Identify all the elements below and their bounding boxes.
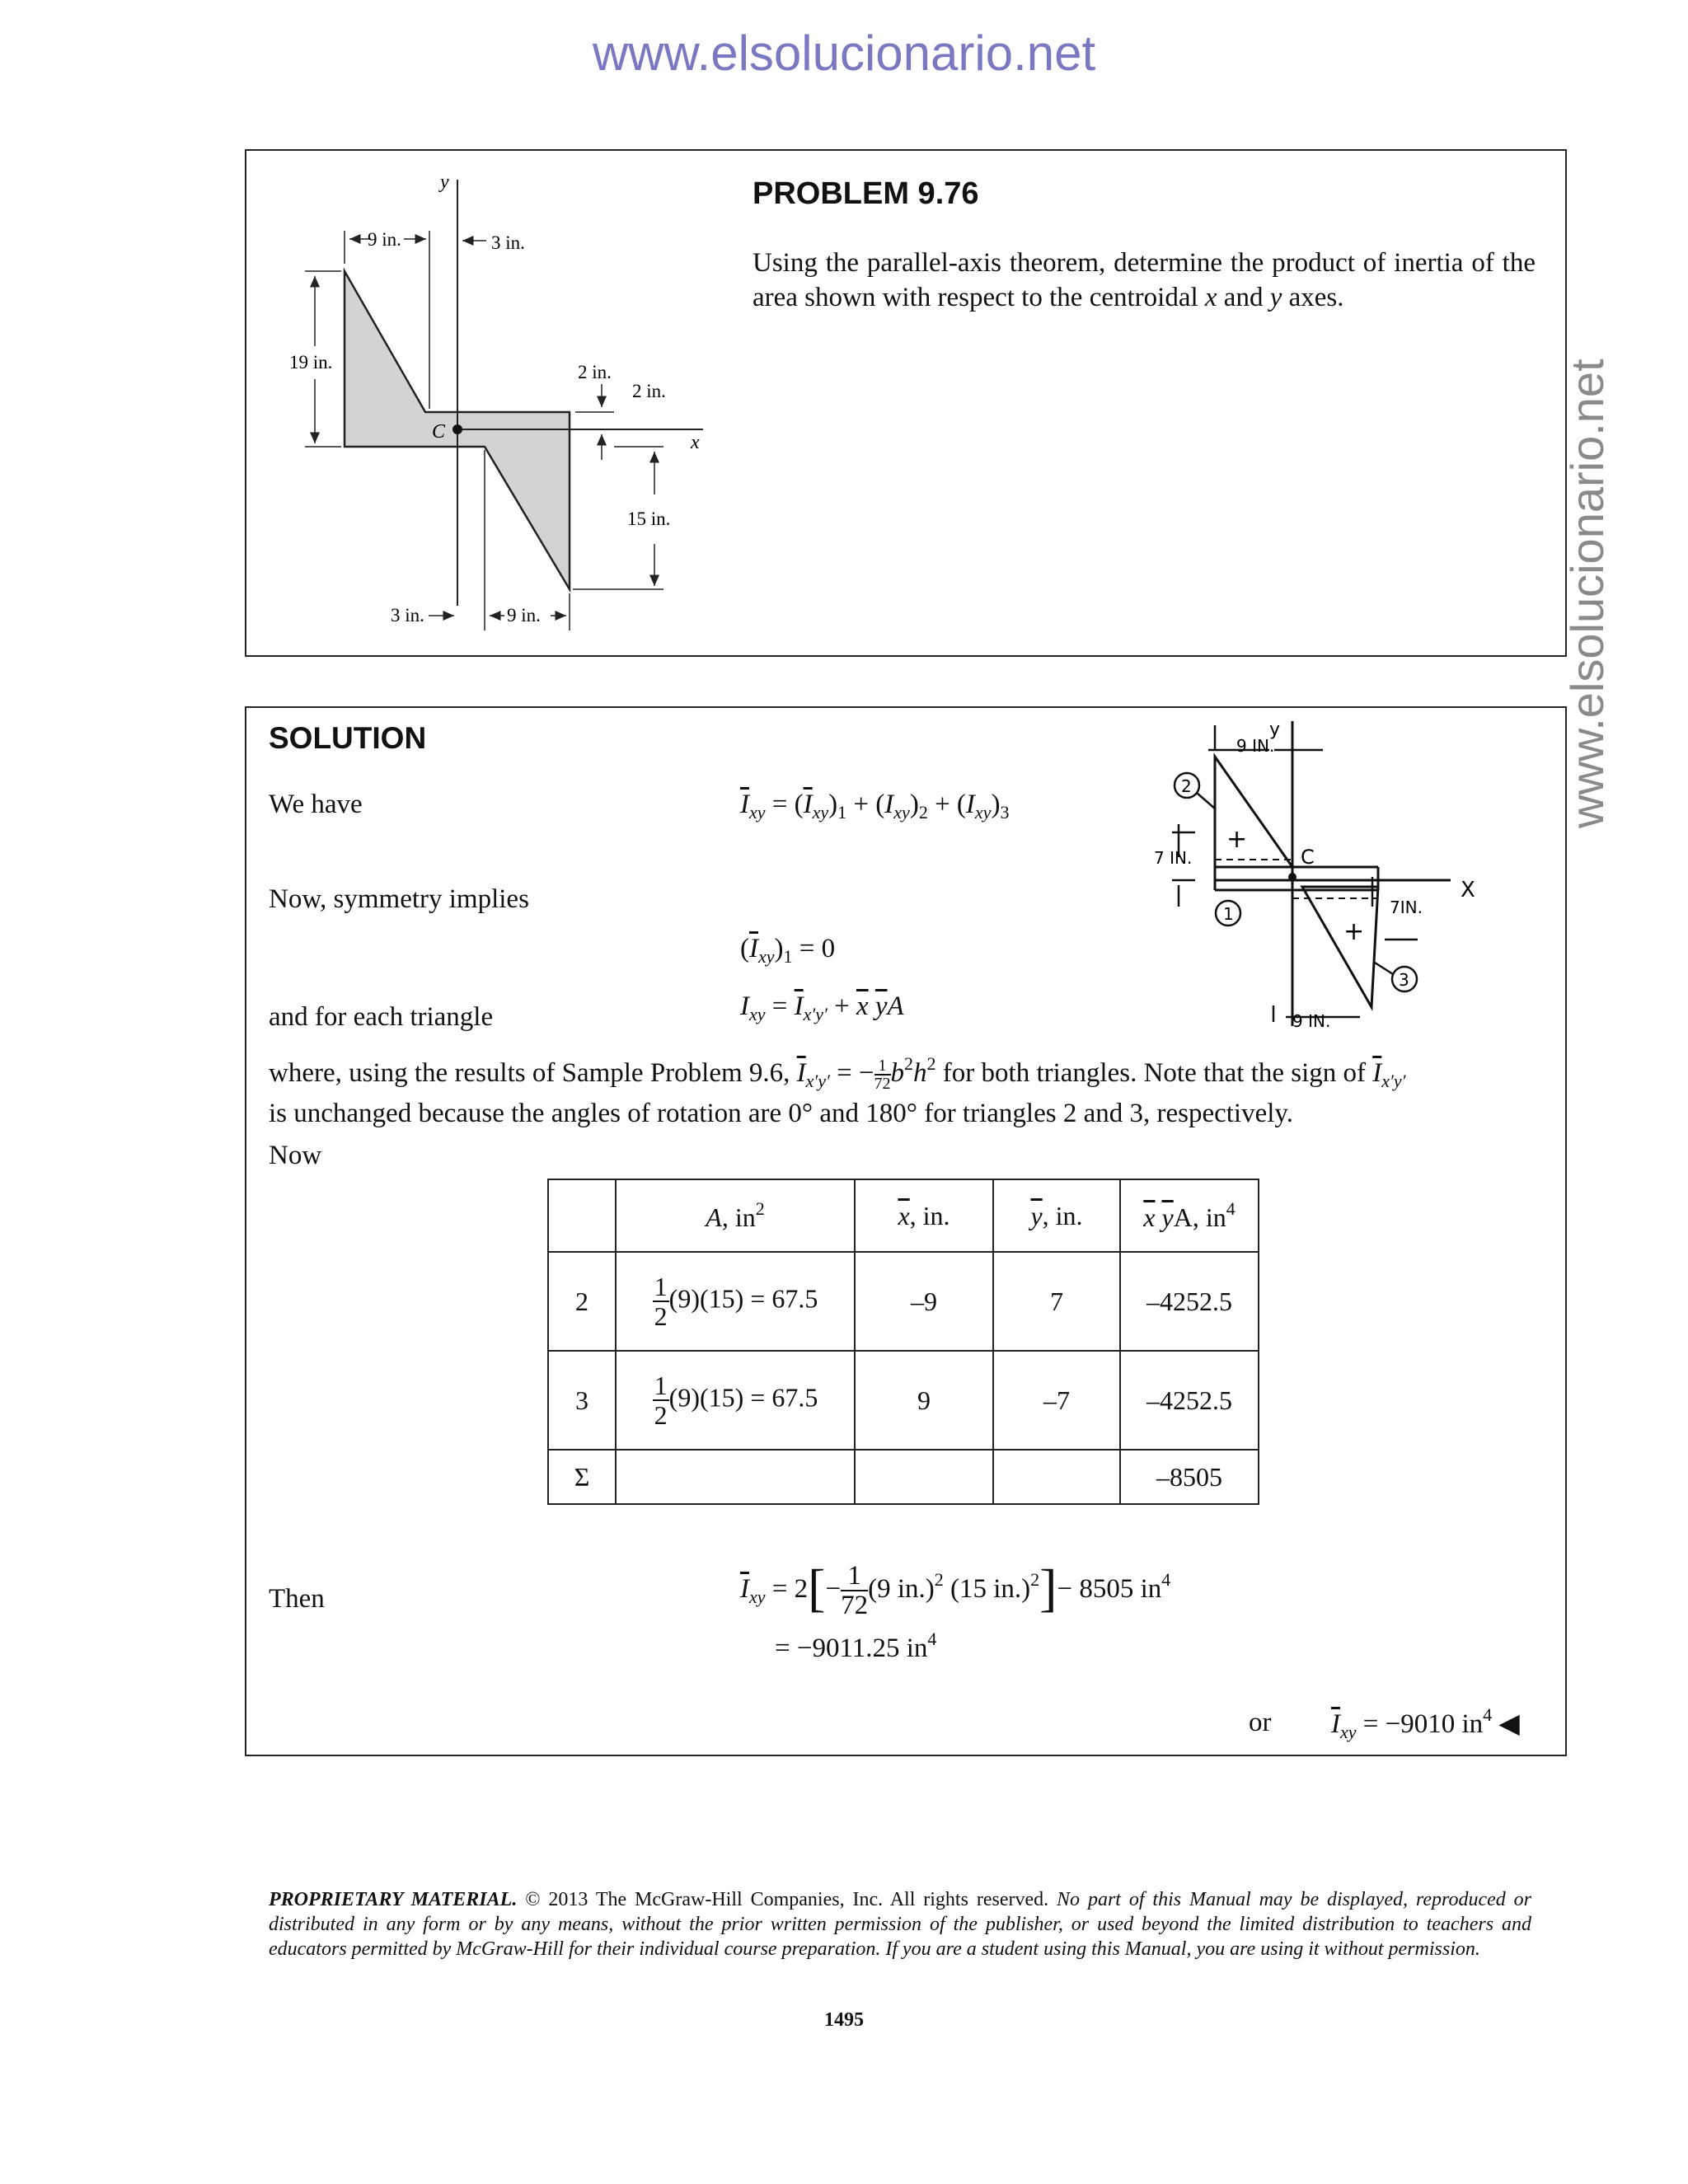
sketch-circle-1: 1 bbox=[1223, 904, 1234, 924]
eq-sum-products: $\overline{I}_{xy} = (\overline{I}_{xy})_1 + (I_{xy})_2 + (I_{xy})_3$ bbox=[740, 790, 1010, 823]
solution-sketch bbox=[1146, 715, 1492, 1037]
sketch-circle-3: 3 bbox=[1399, 970, 1409, 990]
now-label: Now bbox=[269, 1141, 322, 1170]
header-area: A, $in^2$ bbox=[616, 1179, 855, 1252]
row-ybar: 7 bbox=[993, 1252, 1120, 1351]
dim-9-top: 9 in. bbox=[368, 229, 401, 250]
dim-3-bottom: 3 in. bbox=[391, 605, 424, 626]
row-area: $\frac{1}{2}$ (9)(15) = 67.5 bbox=[616, 1252, 855, 1351]
fig-y-label: y bbox=[440, 171, 449, 193]
problem-figure bbox=[272, 165, 734, 643]
row-id: 2 bbox=[548, 1252, 616, 1351]
sketch-dim-9-bottom: 9 IN. bbox=[1292, 1011, 1331, 1031]
sketch-y-label: y bbox=[1269, 719, 1281, 740]
sketch-dim-7-left: 7 IN. bbox=[1154, 848, 1193, 868]
problem-statement: Using the parallel-axis theorem, determine the product of inertia of the area shown with respect to the centroidal x and y axes. bbox=[753, 248, 1536, 312]
eq-parallel-axis: $I_{xy} = \overline{I}_{x'y'} + \overline{x}$ $\overline{y}A$ bbox=[740, 991, 904, 1024]
sketch-x-label: X bbox=[1461, 878, 1475, 902]
table-header-row bbox=[548, 1179, 1259, 1252]
row-id: 3 bbox=[548, 1351, 616, 1450]
row-xbar: 9 bbox=[855, 1351, 993, 1450]
sum-blank-2 bbox=[855, 1450, 993, 1504]
fig-x-label: x bbox=[691, 432, 700, 453]
sum-blank-1 bbox=[616, 1450, 855, 1504]
header-blank bbox=[548, 1179, 616, 1252]
problem-title: PROBLEM 9.76 bbox=[753, 176, 979, 211]
watermark-top: www.elsolucionario.net bbox=[592, 26, 1096, 81]
page-number: 1495 bbox=[824, 2009, 864, 2031]
table-row bbox=[548, 1351, 1259, 1450]
now-symmetry-label: Now, symmetry implies bbox=[269, 884, 529, 914]
table-sum-row bbox=[548, 1450, 1259, 1504]
dim-19: 19 in. bbox=[289, 352, 333, 373]
row-ybar: –7 bbox=[993, 1351, 1120, 1450]
solution-title: SOLUTION bbox=[269, 721, 427, 755]
header-product: $\overline{x}$ $\overline{y}A$, $in^4$ bbox=[1120, 1179, 1259, 1252]
fig-c-label: C bbox=[432, 421, 446, 443]
then-label: Then bbox=[269, 1584, 325, 1614]
eq-result: = −9011.25 $in^4$ bbox=[775, 1629, 937, 1663]
header-ybar: $\overline{y}$, in. bbox=[993, 1179, 1120, 1252]
table-row bbox=[548, 1252, 1259, 1351]
sum-label: Σ bbox=[548, 1450, 616, 1504]
sketch-dim-9-top: 9 IN. bbox=[1236, 736, 1275, 756]
or-label: or bbox=[1249, 1708, 1272, 1737]
sketch-plus-2: + bbox=[1226, 825, 1248, 854]
row-product: –4252.5 bbox=[1120, 1252, 1259, 1351]
moment-table bbox=[547, 1179, 1259, 1505]
row-area: $\frac{1}{2}$ (9)(15) = 67.5 bbox=[616, 1351, 855, 1450]
dim-2b: 2 in. bbox=[632, 381, 666, 401]
row-product: –4252.5 bbox=[1120, 1351, 1259, 1450]
centroid-dot bbox=[452, 424, 462, 434]
watermark-side: www.elsolucionario.net bbox=[1561, 359, 1613, 828]
and-for-each-label: and for each triangle bbox=[269, 1002, 494, 1032]
sum-blank-3 bbox=[993, 1450, 1120, 1504]
sketch-dim-7-right: 7IN. bbox=[1390, 898, 1423, 917]
dim-3-top: 3 in. bbox=[491, 232, 525, 253]
final-answer: $\overline{I}_{xy} = -9010$ $in^4$ ◀ bbox=[1331, 1704, 1520, 1742]
header-xbar: $\overline{x}$, in. bbox=[855, 1179, 993, 1252]
copyright-footer: PROPRIETARY MATERIAL. © 2013 The McGraw-Hill Companies, Inc. All rights reserved. No part of this Manual may be displayed, reproduced or distributed in any form or by any means, without the prior written permission of the publisher, or used beyond the limited distribution to teachers and educators permitted by McGraw-Hill for their individual course preparation. If you are a student using this Manual, you are using it without permission. bbox=[269, 1889, 1531, 1960]
sketch-plus-3: + bbox=[1343, 917, 1365, 946]
we-have-label: We have bbox=[269, 790, 363, 819]
sum-value: –8505 bbox=[1120, 1450, 1259, 1504]
sketch-centroid bbox=[1288, 873, 1296, 881]
sketch-circle-2: 2 bbox=[1181, 776, 1192, 796]
dim-2a: 2 in. bbox=[578, 362, 612, 382]
dim-15: 15 in. bbox=[627, 509, 671, 529]
where-line: where, using the results of Sample Problem 9.6, $\overline{I}_{x'y'}$ = − $\frac{1}{72}$ $b^2h^2$ for both triangles. Note that the sign of $\overline{I}_{x'y'}$ bbox=[269, 1053, 1406, 1094]
row-xbar: –9 bbox=[855, 1252, 993, 1351]
eq-symmetry: $(\overline{I}_{xy})_1 = 0$ bbox=[740, 934, 836, 967]
dim-9-bottom: 9 in. bbox=[507, 605, 541, 626]
eq-then: $\overline{I}_{xy} = 2[-$ $\frac{1}{72}$ (9 in.)$^2$ (15 in.)$^2$]− 8505 $in^4$ bbox=[740, 1558, 1171, 1621]
unchanged-line: is unchanged because the angles of rotation are 0° and 180° for triangles 2 and 3, respectively. bbox=[269, 1099, 1293, 1128]
sketch-c-label: C bbox=[1301, 846, 1315, 869]
